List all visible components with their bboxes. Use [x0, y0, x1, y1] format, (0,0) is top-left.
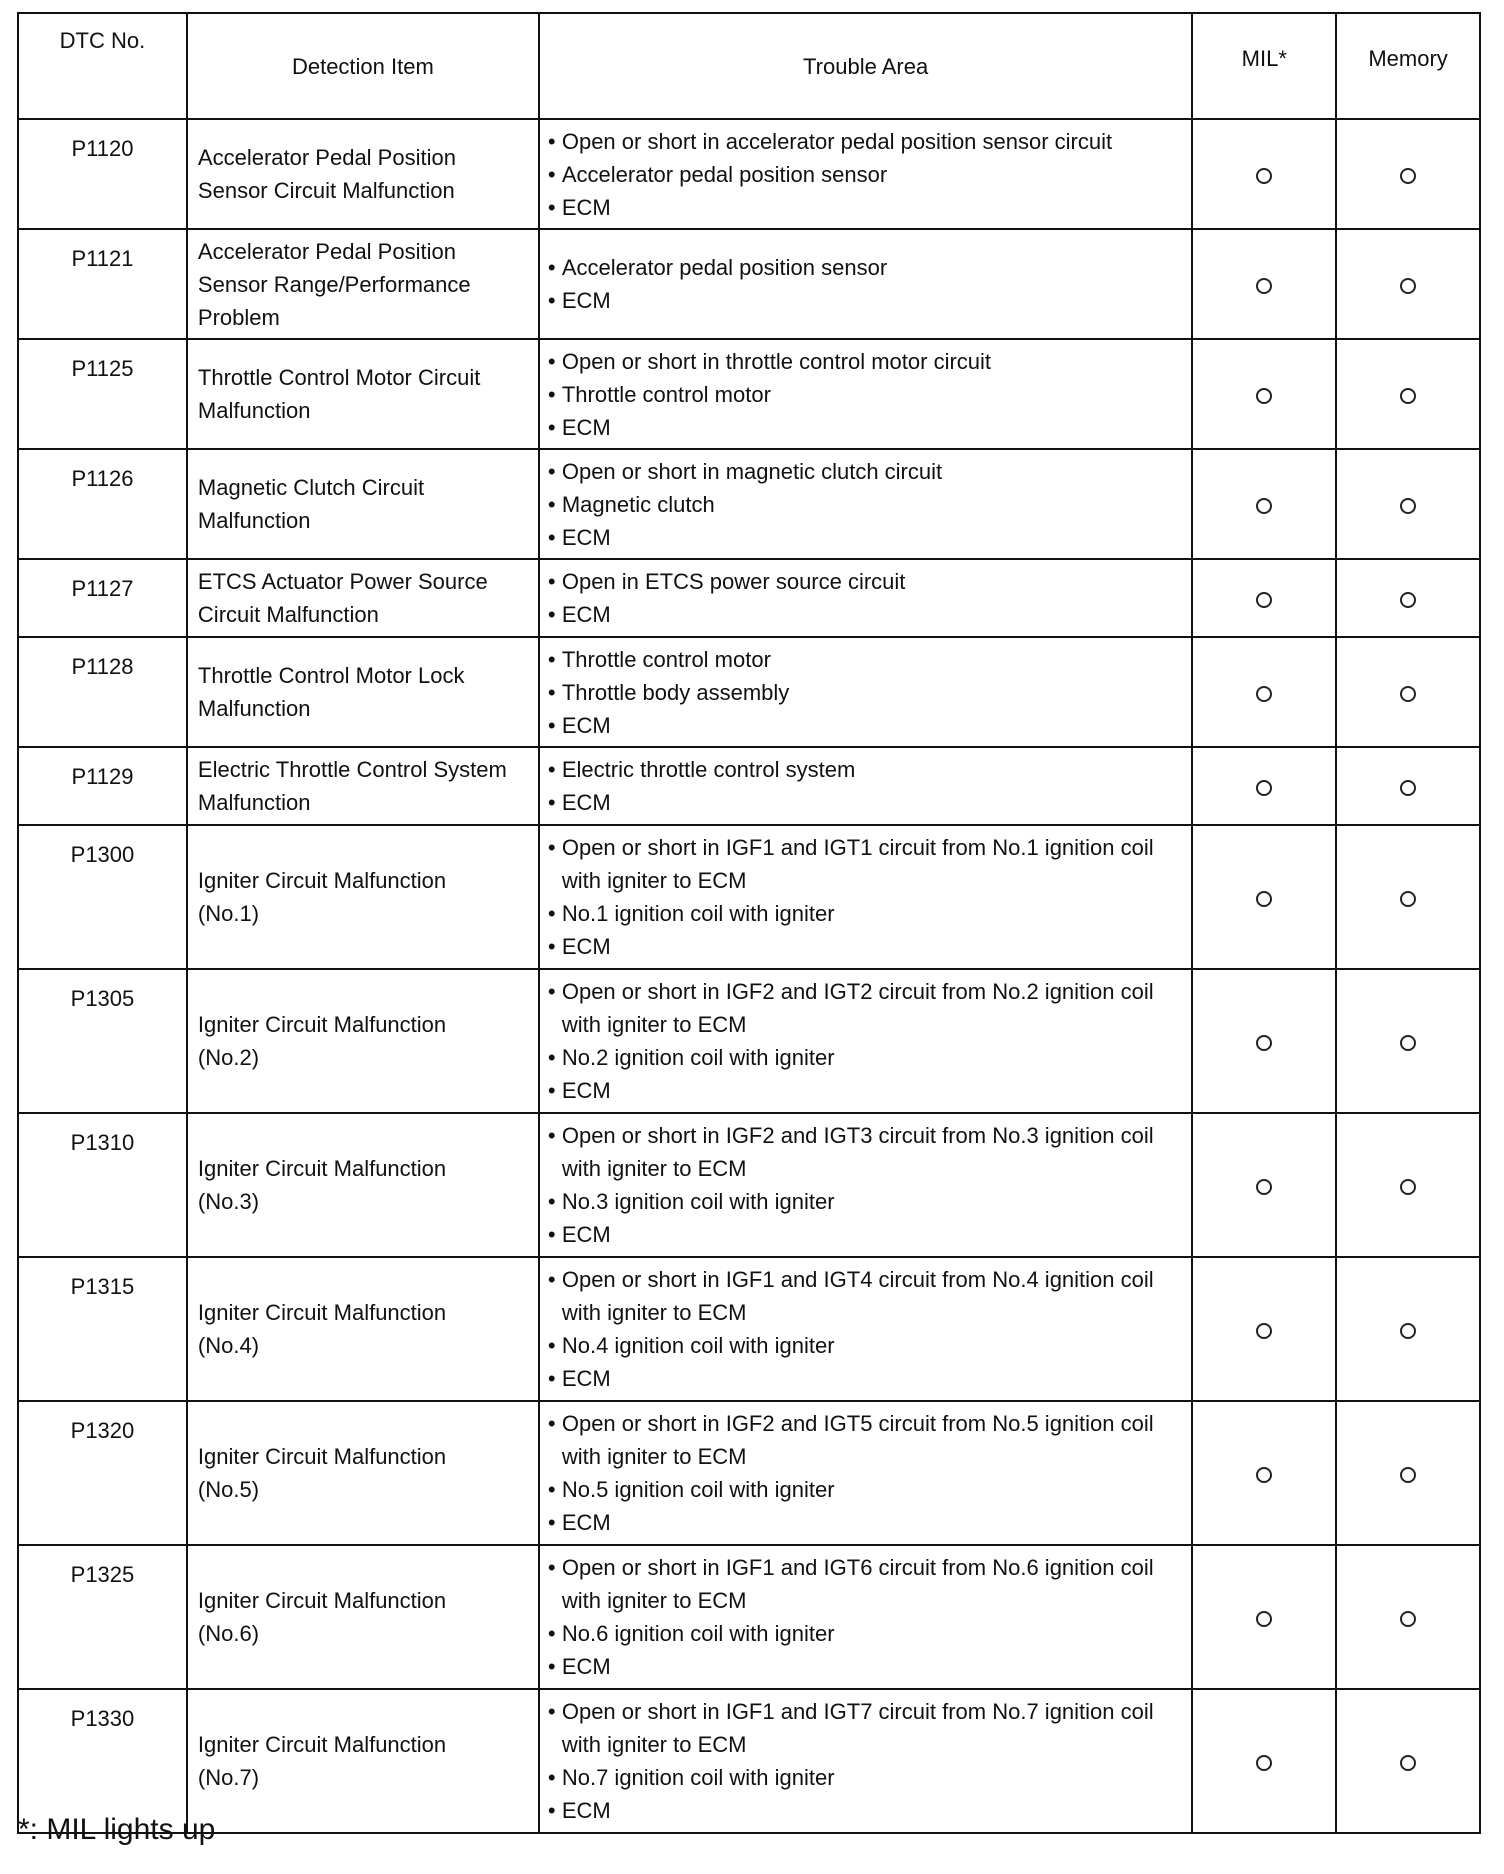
table-row	[18, 1113, 1480, 1257]
table-row	[18, 969, 1480, 1113]
detection-item-cell	[187, 1401, 539, 1545]
detection-item-line: Malfunction	[197, 696, 311, 721]
memory-cell	[1336, 559, 1480, 637]
mil-cell	[1192, 969, 1336, 1113]
table-row	[18, 449, 1480, 559]
trouble-area-item: • Open or short in magnetic clutch circuit	[548, 455, 1186, 488]
detection-item-cell	[187, 825, 539, 969]
mil-cell	[1192, 559, 1336, 637]
footnote: *: MIL lights up	[18, 1813, 216, 1846]
detection-item-line: Igniter Circuit Malfunction	[197, 1588, 447, 1613]
dtc-code: P1125	[18, 339, 187, 449]
mil-cell	[1192, 1545, 1336, 1689]
memory-circle-icon	[1400, 780, 1416, 796]
memory-cell	[1336, 229, 1480, 339]
mil-cell	[1192, 119, 1336, 229]
mil-cell	[1192, 339, 1336, 449]
trouble-area-cell	[539, 449, 1193, 559]
trouble-area-item: • Open or short in accelerator pedal position sensor circuit	[548, 125, 1186, 158]
trouble-area-item: • No.3 ignition coil with igniter	[548, 1185, 1186, 1218]
memory-circle-icon	[1400, 1755, 1416, 1771]
dtc-code: P1305	[18, 969, 187, 1113]
mil-cell	[1192, 747, 1336, 825]
trouble-area-cell	[539, 747, 1193, 825]
trouble-area-cell	[539, 1545, 1193, 1689]
mil-cell	[1192, 1257, 1336, 1401]
detection-item-cell	[187, 559, 539, 637]
mil-circle-icon	[1256, 1755, 1272, 1771]
memory-cell	[1336, 1545, 1480, 1689]
table-row	[18, 229, 1480, 339]
mil-cell	[1192, 825, 1336, 969]
table-row	[18, 637, 1480, 747]
detection-item-line: Igniter Circuit Malfunction	[197, 1156, 447, 1181]
trouble-area-cell	[539, 339, 1193, 449]
table-row	[18, 119, 1480, 229]
trouble-area-item: • ECM	[548, 1794, 1186, 1827]
mil-cell	[1192, 229, 1336, 339]
trouble-area-item: • ECM	[548, 1074, 1186, 1107]
trouble-area-cell	[539, 119, 1193, 229]
detection-item-line: Igniter Circuit Malfunction	[197, 868, 447, 893]
memory-circle-icon	[1400, 891, 1416, 907]
trouble-area-item: • ECM	[548, 1506, 1186, 1539]
trouble-area-item: • Accelerator pedal position sensor	[548, 251, 1186, 284]
table-row	[18, 747, 1480, 825]
memory-circle-icon	[1400, 498, 1416, 514]
memory-cell	[1336, 825, 1480, 969]
memory-cell	[1336, 1257, 1480, 1401]
detection-item-line: Problem	[197, 304, 280, 330]
detection-item-line: Sensor Range/Performance	[197, 271, 471, 297]
detection-item-cell	[187, 1545, 539, 1689]
mil-cell	[1192, 637, 1336, 747]
detection-item-cell	[187, 339, 539, 449]
trouble-area-item: • ECM	[548, 1362, 1186, 1395]
memory-circle-icon	[1400, 1467, 1416, 1483]
mil-cell	[1192, 1113, 1336, 1257]
trouble-area-item: • No.2 ignition coil with igniter	[548, 1041, 1186, 1074]
header-memory: Memory	[1336, 13, 1480, 119]
dtc-code: P1310	[18, 1113, 187, 1257]
trouble-area-cell	[539, 825, 1193, 969]
detection-item-line: Malfunction	[197, 398, 311, 423]
memory-circle-icon	[1400, 1323, 1416, 1339]
mil-circle-icon	[1256, 388, 1272, 404]
mil-circle-icon	[1256, 1611, 1272, 1627]
detection-item-line: (No.5)	[197, 1477, 260, 1502]
trouble-area-item: • Open or short in IGF2 and IGT3 circuit from No.3 ignition coil with igniter to ECM	[548, 1119, 1186, 1185]
trouble-area-item: • No.6 ignition coil with igniter	[548, 1617, 1186, 1650]
mil-circle-icon	[1256, 1467, 1272, 1483]
memory-circle-icon	[1400, 1179, 1416, 1195]
trouble-area-cell	[539, 1257, 1193, 1401]
mil-circle-icon	[1256, 592, 1272, 608]
dtc-code: P1315	[18, 1257, 187, 1401]
trouble-area-cell	[539, 637, 1193, 747]
detection-item-cell	[187, 119, 539, 229]
memory-cell	[1336, 449, 1480, 559]
detection-item-line: Sensor Circuit Malfunction	[197, 178, 455, 203]
trouble-area-item: • Magnetic clutch	[548, 488, 1186, 521]
table-row	[18, 559, 1480, 637]
memory-cell	[1336, 747, 1480, 825]
mil-cell	[1192, 1689, 1336, 1833]
trouble-area-item: • ECM	[548, 1218, 1186, 1251]
trouble-area-item: • No.4 ignition coil with igniter	[548, 1329, 1186, 1362]
mil-circle-icon	[1256, 1323, 1272, 1339]
dtc-code: P1300	[18, 825, 187, 969]
memory-cell	[1336, 637, 1480, 747]
memory-circle-icon	[1400, 168, 1416, 184]
dtc-code: P1325	[18, 1545, 187, 1689]
trouble-area-item: • ECM	[548, 709, 1186, 742]
detection-item-line: Malfunction	[197, 790, 311, 815]
detection-item-cell	[187, 229, 539, 339]
trouble-area-item: • Open or short in IGF2 and IGT5 circuit from No.5 ignition coil with igniter to ECM	[548, 1407, 1186, 1473]
table-row	[18, 1545, 1480, 1689]
detection-item-line: ETCS Actuator Power Source	[197, 569, 488, 594]
detection-item-cell	[187, 637, 539, 747]
trouble-area-item: • No.5 ignition coil with igniter	[548, 1473, 1186, 1506]
detection-item-cell	[187, 449, 539, 559]
memory-cell	[1336, 969, 1480, 1113]
mil-circle-icon	[1256, 1035, 1272, 1051]
detection-item-cell	[187, 747, 539, 825]
detection-item-cell	[187, 1257, 539, 1401]
trouble-area-item: • ECM	[548, 284, 1186, 317]
trouble-area-item: • No.1 ignition coil with igniter	[548, 897, 1186, 930]
dtc-code: P1320	[18, 1401, 187, 1545]
detection-item-line: Circuit Malfunction	[197, 602, 379, 627]
trouble-area-item: • No.7 ignition coil with igniter	[548, 1761, 1186, 1794]
mil-circle-icon	[1256, 891, 1272, 907]
table-row	[18, 1401, 1480, 1545]
mil-circle-icon	[1256, 686, 1272, 702]
mil-circle-icon	[1256, 278, 1272, 294]
trouble-area-item: • Throttle control motor	[548, 378, 1186, 411]
trouble-area-item: • ECM	[548, 191, 1186, 224]
memory-cell	[1336, 339, 1480, 449]
trouble-area-cell	[539, 1689, 1193, 1833]
trouble-area-cell	[539, 229, 1193, 339]
trouble-area-item: • Open in ETCS power source circuit	[548, 565, 1186, 598]
memory-cell	[1336, 1113, 1480, 1257]
dtc-code: P1128	[18, 637, 187, 747]
dtc-code: P1120	[18, 119, 187, 229]
detection-item-cell	[187, 1689, 539, 1833]
memory-cell	[1336, 1401, 1480, 1545]
detection-item-line: Accelerator Pedal Position	[197, 145, 456, 170]
detection-item-line: Throttle Control Motor Lock	[197, 663, 465, 688]
detection-item-line: Igniter Circuit Malfunction	[197, 1444, 447, 1469]
detection-item-line: (No.1)	[197, 901, 260, 926]
trouble-area-item: • Throttle control motor	[548, 643, 1186, 676]
detection-item-line: Throttle Control Motor Circuit	[197, 365, 481, 390]
header-trouble-area: Trouble Area	[539, 13, 1193, 119]
mil-circle-icon	[1256, 780, 1272, 796]
detection-item-line: Igniter Circuit Malfunction	[197, 1012, 447, 1037]
table-body	[18, 119, 1480, 1833]
detection-item-line: (No.2)	[197, 1045, 260, 1070]
trouble-area-cell	[539, 559, 1193, 637]
memory-cell	[1336, 119, 1480, 229]
detection-item-line: Electric Throttle Control System	[197, 757, 507, 782]
header-row	[18, 13, 1480, 119]
memory-circle-icon	[1400, 278, 1416, 294]
header-dtc-no: DTC No.	[18, 13, 187, 119]
detection-item-line: Accelerator Pedal Position	[197, 238, 456, 264]
detection-item-cell	[187, 1113, 539, 1257]
header-detection-item: Detection Item	[187, 13, 539, 119]
memory-circle-icon	[1400, 1611, 1416, 1627]
trouble-area-item: • Open or short in throttle control motor circuit	[548, 345, 1186, 378]
trouble-area-cell	[539, 1401, 1193, 1545]
detection-item-cell	[187, 969, 539, 1113]
trouble-area-cell	[539, 1113, 1193, 1257]
detection-item-line: Igniter Circuit Malfunction	[197, 1300, 447, 1325]
dtc-code: P1330	[18, 1689, 187, 1833]
table-header	[18, 13, 1480, 119]
trouble-area-item: • ECM	[548, 930, 1186, 963]
trouble-area-item: • Accelerator pedal position sensor	[548, 158, 1186, 191]
trouble-area-item: • ECM	[548, 521, 1186, 554]
detection-item-line: (No.7)	[197, 1765, 260, 1790]
memory-circle-icon	[1400, 686, 1416, 702]
header-mil: MIL*	[1192, 13, 1336, 119]
dtc-code: P1129	[18, 747, 187, 825]
detection-item-line: Magnetic Clutch Circuit	[197, 475, 425, 500]
trouble-area-item: • Open or short in IGF1 and IGT1 circuit from No.1 ignition coil with igniter to ECM	[548, 831, 1186, 897]
mil-circle-icon	[1256, 168, 1272, 184]
dtc-code: P1121	[18, 229, 187, 339]
trouble-area-item: • ECM	[548, 598, 1186, 631]
memory-circle-icon	[1400, 388, 1416, 404]
trouble-area-cell	[539, 969, 1193, 1113]
trouble-area-item: • ECM	[548, 1650, 1186, 1683]
trouble-area-item: • Open or short in IGF1 and IGT7 circuit from No.7 ignition coil with igniter to ECM	[548, 1695, 1186, 1761]
detection-item-line: (No.6)	[197, 1621, 260, 1646]
detection-item-line: (No.4)	[197, 1333, 260, 1358]
trouble-area-item: • ECM	[548, 786, 1186, 819]
table-row	[18, 825, 1480, 969]
trouble-area-item: • Open or short in IGF1 and IGT6 circuit from No.6 ignition coil with igniter to ECM	[548, 1551, 1186, 1617]
mil-circle-icon	[1256, 1179, 1272, 1195]
dtc-code: P1127	[18, 559, 187, 637]
detection-item-line: Igniter Circuit Malfunction	[197, 1732, 447, 1757]
trouble-area-item: • Open or short in IGF1 and IGT4 circuit from No.4 ignition coil with igniter to ECM	[548, 1263, 1186, 1329]
mil-cell	[1192, 449, 1336, 559]
trouble-area-item: • Open or short in IGF2 and IGT2 circuit from No.2 ignition coil with igniter to ECM	[548, 975, 1186, 1041]
mil-cell	[1192, 1401, 1336, 1545]
mil-circle-icon	[1256, 498, 1272, 514]
table-row	[18, 339, 1480, 449]
trouble-area-item: • ECM	[548, 411, 1186, 444]
memory-cell	[1336, 1689, 1480, 1833]
trouble-area-item: • Throttle body assembly	[548, 676, 1186, 709]
detection-item-line: Malfunction	[197, 508, 311, 533]
dtc-table	[17, 12, 1481, 1834]
table-row	[18, 1689, 1480, 1833]
memory-circle-icon	[1400, 592, 1416, 608]
dtc-code: P1126	[18, 449, 187, 559]
detection-item-line: (No.3)	[197, 1189, 260, 1214]
trouble-area-item: • Electric throttle control system	[548, 753, 1186, 786]
table-row	[18, 1257, 1480, 1401]
memory-circle-icon	[1400, 1035, 1416, 1051]
